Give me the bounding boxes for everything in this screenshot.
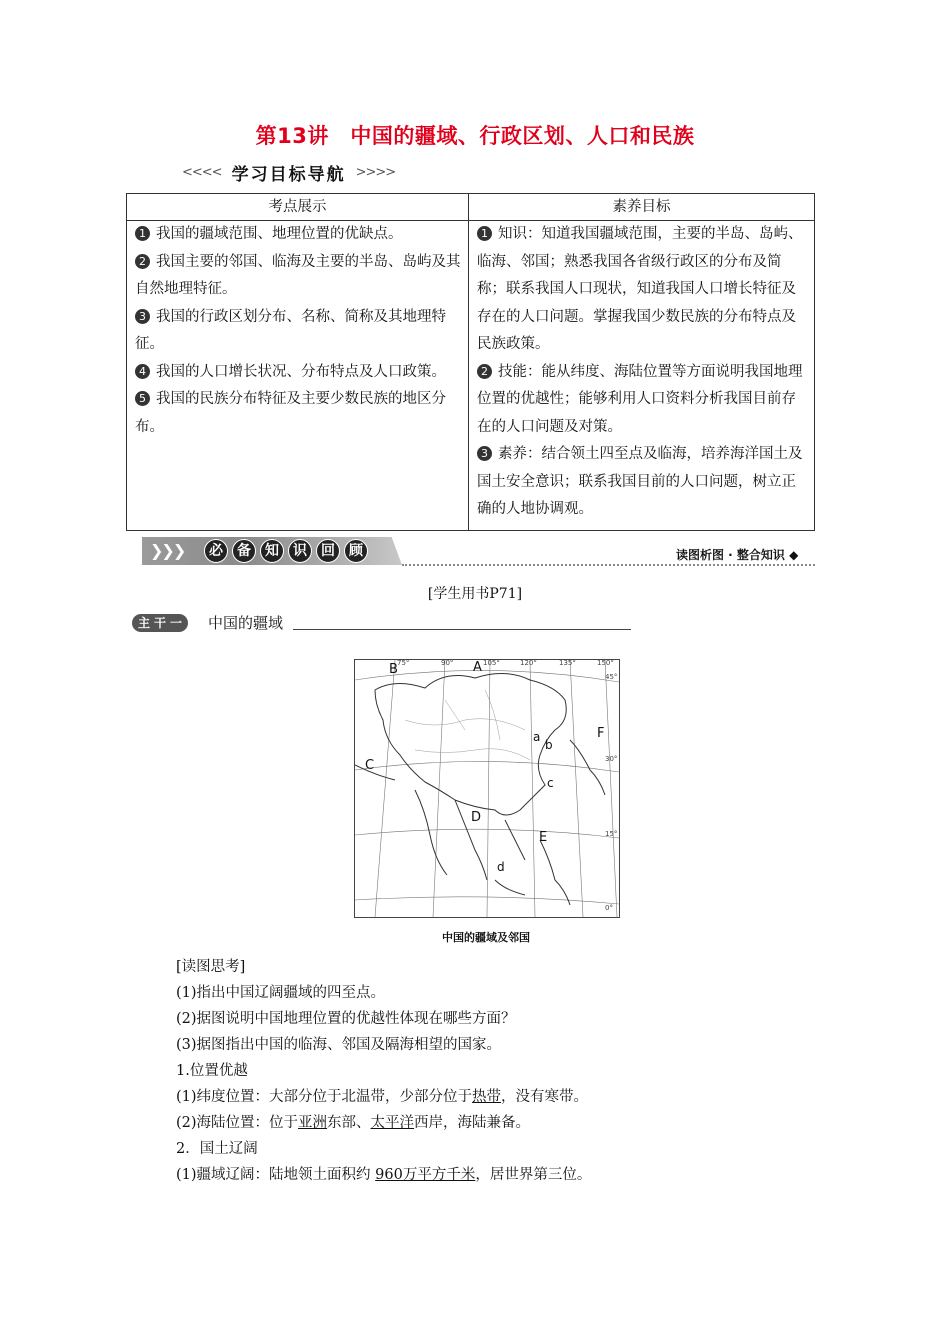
number-badge: 2 [477, 364, 492, 379]
question-1: (1)指出中国辽阔疆域的四至点。 [176, 985, 386, 1001]
map-letter: b [545, 738, 553, 752]
map-letter: c [547, 776, 554, 790]
question-2: (2)据图说明中国地理位置的优越性体现在哪些方面？ [176, 1011, 516, 1027]
sea-land-position-line: (2)海陆位置：位于亚洲东部、太平洋西岸，海陆兼备。 [176, 1115, 531, 1131]
map-letter: d [497, 860, 505, 874]
banner-label: 学习目标导航 [231, 164, 346, 185]
page-title: 第13讲 中国的疆域、行政区划、人口和民族 [255, 124, 695, 148]
latitude-label: 30° [605, 755, 618, 763]
map-letter: E [539, 830, 548, 845]
map-caption: 中国的疆域及邻国 [442, 931, 530, 944]
number-badge: 2 [135, 254, 150, 269]
number-badge: 4 [135, 364, 150, 379]
table-header-right: 素养目标 [469, 194, 815, 221]
longitude-label: 105° [483, 659, 500, 667]
list-item: 2 我国主要的邻国、临海及主要的半岛、岛屿及其自然地理特征。 [135, 253, 461, 297]
latitude-position-line: (1)纬度位置：大部分位于北温带，少部分位于热带，没有寒带。 [176, 1089, 589, 1105]
number-badge: 5 [135, 391, 150, 406]
map-letter: C [365, 758, 375, 773]
topic-heading [132, 612, 631, 633]
goals-table [126, 193, 815, 531]
latitude-label: 45° [605, 673, 618, 681]
number-badge: 1 [477, 226, 492, 241]
longitude-label: 90° [441, 659, 454, 667]
chevron-right-icon: ❯❯❯ [150, 541, 185, 560]
list-item: 3 素养：结合领土四至点及临海，培养海洋国土及国土安全意识；联系我国目前的人口问题，树立正确的人地协调观。 [477, 446, 803, 517]
exam-points-cell [127, 221, 469, 531]
topic-label: 中国的疆域 [208, 614, 284, 632]
answer-blank [293, 615, 631, 630]
latitude-label: 15° [605, 830, 618, 838]
map-letter: B [389, 662, 398, 677]
reference-note: [学生用书P71] [427, 586, 523, 602]
answer-text: 热带 [472, 1089, 502, 1105]
answer-text: 亚洲 [298, 1115, 328, 1131]
table-header-left: 考点展示 [127, 194, 469, 221]
number-badge: 3 [135, 309, 150, 324]
review-banner-title: 必 备 知 识 回 顾 [204, 539, 368, 563]
literacy-goals-cell [469, 221, 815, 531]
learning-goals-banner [182, 158, 395, 186]
map-letter: D [471, 810, 482, 825]
answer-text: 960万平方千米 [375, 1167, 476, 1183]
map-graphic [355, 660, 619, 917]
question-3: (3)据图指出中国的临海、邻国及隔海相望的国家。 [176, 1037, 502, 1053]
review-banner-subtitle: 读图析图 · 整合知识 ◆ [676, 548, 799, 562]
topic-badge: 主 干 一 [132, 614, 188, 632]
number-badge: 3 [477, 446, 492, 461]
list-item: 5 我国的民族分布特征及主要少数民族的地区分布。 [135, 391, 446, 435]
list-item: 1 知识：知道我国疆域范围，主要的半岛、岛屿、临海、邻国；熟悉我国各省级行政区的分布及简称；联系我国人口现状，知道我国人口增长特征及存在的人口问题。掌握我国少数民族的分布特点及民族政策。 [477, 226, 803, 352]
longitude-label: 75° [397, 659, 410, 667]
territory-area-line: (1)疆域辽阔：陆地领土面积约 960万平方千米，居世界第三位。 [176, 1167, 592, 1183]
china-map [354, 659, 620, 918]
map-letter: a [533, 730, 541, 744]
banner-arrows-left: <<<< [182, 164, 222, 180]
number-badge: 1 [135, 226, 150, 241]
questions-header: [读图思考] [176, 959, 246, 975]
banner-arrows-right: >>>> [355, 164, 396, 180]
list-item: 1 我国的疆域范围、地理位置的优缺点。 [135, 221, 464, 249]
map-letter: A [473, 660, 482, 675]
map-letter: F [597, 726, 605, 741]
divider [402, 564, 815, 566]
list-item: 2 技能：能从纬度、海陆位置等方面说明我国地理位置的优越性；能够利用人口资料分析我国目前存在的人口问题及对策。 [477, 363, 803, 435]
list-item: 3 我国的行政区划分布、名称、简称及其地理特征。 [135, 308, 446, 352]
longitude-label: 150° [597, 659, 614, 667]
questions-block [176, 954, 591, 1188]
latitude-label: 0° [605, 904, 613, 912]
list-item: 4 我国的人口增长状况、分布特点及人口政策。 [135, 359, 464, 387]
section-heading: 1.位置优越 [176, 1063, 248, 1079]
answer-text: 太平洋 [370, 1115, 415, 1131]
section-heading: 2．国土辽阔 [176, 1141, 258, 1157]
longitude-label: 120° [520, 659, 537, 667]
longitude-label: 135° [559, 659, 576, 667]
